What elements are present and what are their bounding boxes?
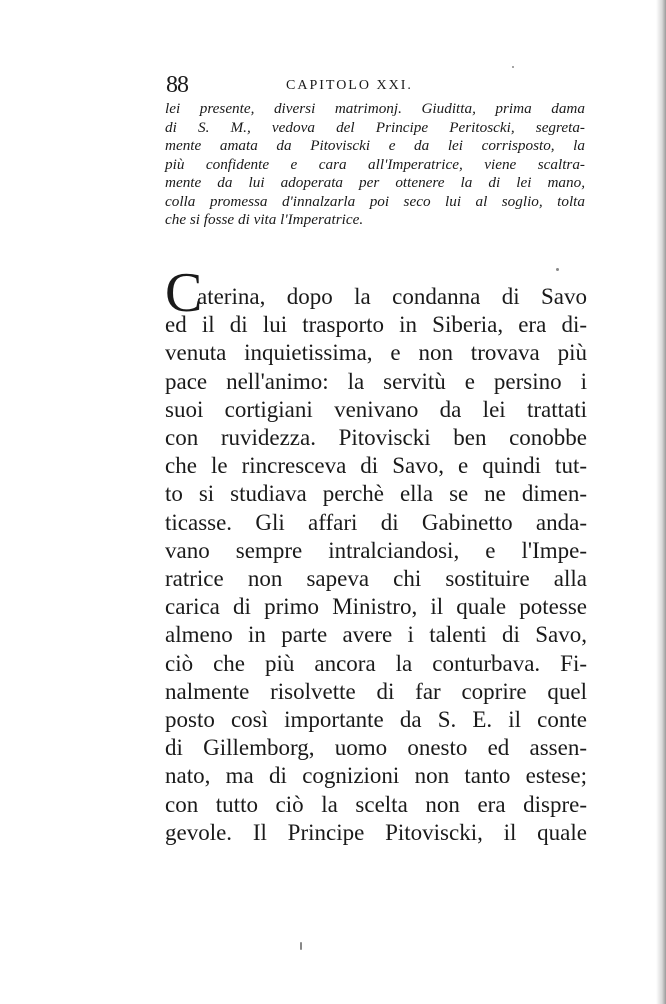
body-line: venuta inquietissima, e non trovava più	[165, 340, 587, 366]
paper-speck	[300, 942, 302, 950]
body-line: posto così importante da S. E. il conte	[165, 707, 587, 733]
body-line: ratrice non sapeva chi sostituire alla	[165, 566, 587, 592]
body-line: ticasse. Gli affari di Gabinetto anda-	[165, 509, 587, 535]
body-line: aterina, dopo la condanna di Savo	[197, 284, 587, 309]
paper-speck	[556, 268, 559, 271]
summary-line: che si fosse di vita l'Imperatrice.	[165, 211, 364, 228]
summary-line: colla promessa d'innalzarla poi seco lui al soglio, tolta	[165, 192, 585, 210]
body-line: suoi cortigiani venivano da lei trattati	[165, 396, 587, 422]
body-line: almeno in parte avere i talenti di Savo,	[165, 622, 587, 648]
body-line: di Gillemborg, uomo onesto ed assen-	[165, 735, 587, 761]
summary-line: di S. M., vedova del Principe Peritoscki, segreta-	[165, 118, 585, 136]
body-paragraph	[165, 262, 587, 847]
body-line: gevole. Il Principe Pitoviscki, il quale	[165, 819, 587, 845]
summary-line: più confidente e cara all'Imperatrice, viene scaltra-	[165, 155, 585, 173]
body-line: che le rincresceva di Savo, e quindi tut-	[165, 453, 587, 479]
running-title: CAPITOLO XXI.	[286, 78, 413, 93]
body-line: con ruvidezza. Pitoviscki ben conobbe	[165, 425, 587, 451]
page-header	[166, 72, 586, 102]
body-line: ed il di lui trasporto in Siberia, era di-	[165, 312, 587, 338]
summary-line: lei presente, diversi matrimonj. Giuditta, prima dama	[165, 100, 585, 117]
summary-line: mente amata da Pitoviscki e da lei corrisposto, la	[165, 137, 585, 154]
drop-cap: C	[165, 262, 203, 324]
body-line: ciò che più ancora la conturbava. Fi-	[165, 650, 587, 676]
body-line: nato, ma di cognizioni non tanto estese;	[165, 763, 587, 789]
body-line: vano sempre intralciandosi, e l'Impe-	[165, 537, 587, 563]
page-spine-shadow	[656, 0, 666, 1004]
paper-speck	[512, 66, 514, 68]
body-line: carica di primo Ministro, il quale potesse	[165, 594, 587, 620]
summary-line: mente da lui adoperata per ottenere la di lei mano,	[165, 174, 585, 191]
body-line: con tutto ciò la scelta non era dispre-	[165, 791, 587, 817]
body-line: to si studiava perchè ella se ne dimen-	[165, 481, 587, 507]
body-line: nalmente risolvette di far coprire quel	[165, 678, 587, 704]
body-line: pace nell'animo: la servitù e persino i	[165, 368, 587, 394]
page-number: 88	[166, 72, 188, 98]
chapter-summary	[165, 100, 585, 230]
